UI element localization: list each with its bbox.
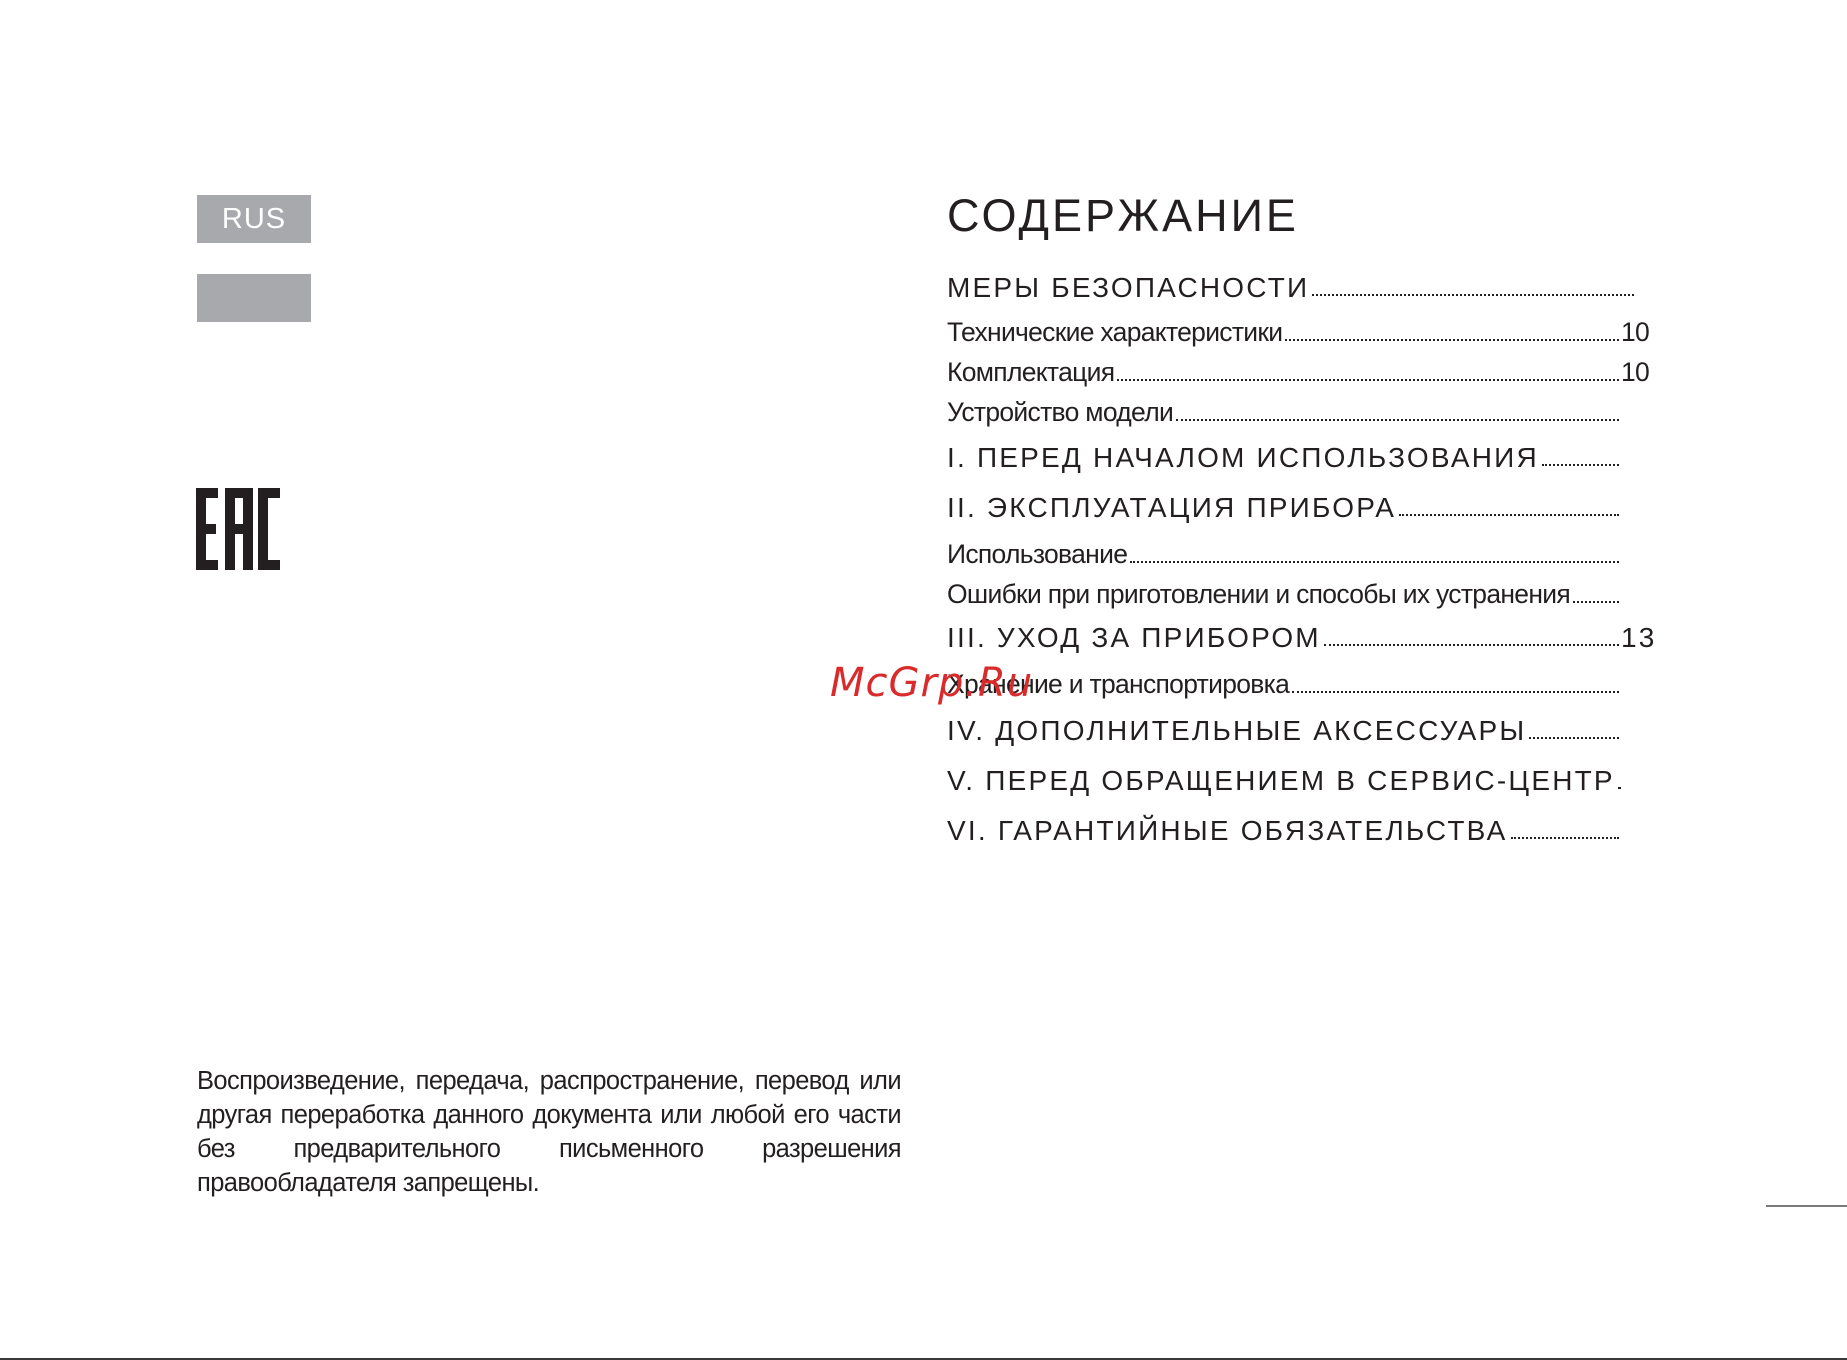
eac-logo-e-bottom xyxy=(196,560,218,570)
toc-entry-label: Устройство модели xyxy=(947,397,1174,427)
toc-leader-dots xyxy=(1130,559,1619,563)
toc-entry-page: 10 xyxy=(1621,357,1650,387)
language-badge: RUS xyxy=(197,195,311,243)
eac-logo-a-mid xyxy=(225,524,249,534)
toc-entry-page: 10 xyxy=(1621,317,1650,347)
copyright-notice: Воспроизведение, передача, распространение, перевод или другая переработка данного документа или любой его части без предварительного письменного разрешения правообладателя запрещены. xyxy=(197,1066,901,1197)
toc-title: СОДЕРЖАНИЕ xyxy=(947,190,1299,241)
toc-entry[interactable] xyxy=(947,484,1621,524)
toc-entry-label: VI. ГАРАНТИЙНЫЕ ОБЯЗАТЕЛЬСТВА xyxy=(947,815,1508,846)
toc-entry[interactable] xyxy=(947,434,1621,474)
toc-leader-dots xyxy=(1573,599,1619,603)
eac-logo-c-stem xyxy=(258,488,268,570)
toc-entry-page: 13 xyxy=(1621,622,1657,653)
language-badge-empty xyxy=(197,274,311,322)
toc-entry[interactable] xyxy=(947,264,1636,304)
toc-leader-dots xyxy=(1618,785,1619,789)
toc-leader-dots xyxy=(1324,642,1619,646)
toc-entry[interactable] xyxy=(947,348,1651,388)
toc-leader-dots xyxy=(1399,512,1619,516)
toc-entry[interactable] xyxy=(947,570,1621,610)
toc-entry-label: Ошибки при приготовлении и способы их устранения xyxy=(947,579,1571,609)
toc-entry-label: МЕРЫ БЕЗОПАСНОСТИ xyxy=(947,272,1310,303)
toc-leader-dots xyxy=(1176,417,1619,421)
toc-entry-label: III. УХОД ЗА ПРИБОРОМ xyxy=(947,622,1321,653)
toc-entry[interactable] xyxy=(947,660,1621,700)
toc-leader-dots xyxy=(1529,735,1619,739)
toc-entry-label: IV. ДОПОЛНИТЕЛЬНЫЕ АКСЕССУАРЫ xyxy=(947,715,1527,746)
toc-entry-label: V. ПЕРЕД ОБРАЩЕНИЕМ В СЕРВИС-ЦЕНТР xyxy=(947,765,1615,796)
toc-entry-label: Комплектация xyxy=(947,357,1115,387)
toc-leader-dots xyxy=(1285,337,1619,341)
toc-entry-label: Технические характеристики xyxy=(947,317,1283,347)
eac-logo-e-mid xyxy=(196,524,216,534)
eac-logo-c-bottom xyxy=(258,560,280,570)
toc-leader-dots xyxy=(1292,689,1619,693)
watermark: McGrp.Ru xyxy=(830,660,1034,706)
toc-leader-dots xyxy=(1542,462,1619,466)
toc-entry[interactable] xyxy=(947,707,1621,747)
toc-leader-dots xyxy=(1117,377,1619,381)
toc-entry[interactable] xyxy=(947,807,1621,847)
toc-entry-label: I. ПЕРЕД НАЧАЛОМ ИСПОЛЬЗОВАНИЯ xyxy=(947,442,1539,473)
toc-entry-label: Хранение и транспортировка xyxy=(947,669,1290,699)
toc-entry[interactable] xyxy=(947,530,1621,570)
toc-entry[interactable] xyxy=(947,308,1651,348)
toc-entry-label: II. ЭКСПЛУАТАЦИЯ ПРИБОРА xyxy=(947,492,1397,523)
toc-entry-label: Использование xyxy=(947,539,1128,569)
toc-leader-dots xyxy=(1312,292,1634,296)
eac-logo xyxy=(196,488,280,570)
footer-rule xyxy=(1766,1205,1847,1207)
toc-entry[interactable] xyxy=(947,614,1657,654)
toc-entry[interactable] xyxy=(947,388,1621,428)
toc-entry[interactable] xyxy=(947,757,1621,797)
eac-logo-c-top xyxy=(258,488,280,498)
toc-leader-dots xyxy=(1511,835,1620,839)
eac-logo-e-top xyxy=(196,488,218,498)
